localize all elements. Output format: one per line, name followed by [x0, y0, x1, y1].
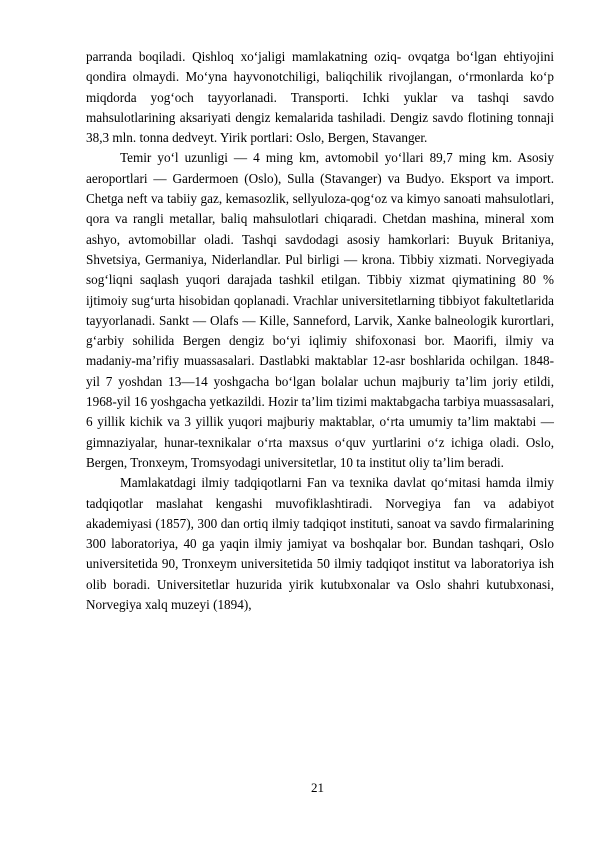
paragraph-3: Mamlakatdagi ilmiy tadqiqotlarni Fan va texnika davlat qoʻmitasi hamda ilmiy tadqiqotlar maslahat kengashi muvofiklashtiradi. Norvegiya fan va adabiyot akademiyasi (1857), 300 dan ortiq ilmiy tadqiqot instituti, sanoat va savdo firmalarining 300 laboratoriya, 40 ga yaqin ilmiy jamiyat va boshqalar bor. Bundan tashqari, Oslo universitetida 90, Tronxeym universitetida 50 ilmiy tadqiqot institut va laboratoriya ish olib boradi. Universitetlar huzurida yirik kutubxonalar va Oslo shahri kutubxonasi, Norvegiya xalq muzeyi (1894), [86, 475, 554, 613]
paragraph-1: parranda boqiladi. Qishloq xoʻjaligi mamlakatning oziq- ovqatga boʻlgan ehtiyojini qondira olmaydi. Moʻyna hayvonotchiligi, baliqchilik rivojlangan, oʻrmonlarda koʻp miqdorda yogʻoch tayyorlanadi. Transporti. Ichki yuklar va tashqi savdo mahsulotlarining aksariyati dengiz kemalarida tashiladi. Dengiz savdo flotining tonnaji 38,3 mln. tonna dedveyt. Yirik portlari: Oslo, Bergen, Stavanger. [86, 49, 554, 146]
body-text [86, 47, 554, 615]
page-number: 21 [311, 780, 324, 795]
paragraph-2: Temir yoʻl uzunligi — 4 ming km, avtomobil yoʻllari 89,7 ming km. Asosiy aeroportlari — Gardermoen (Oslo), Sulla (Stavanger) va Budyo. Eksport va import. Chetga neft va tabiiy gaz, kemasozlik, sellyuloza-qogʻoz va kimyo sanoati mahsulotlari, qora va rangli metallar, baliq mahsulotlari chiqaradi. Chetdan mashina, mineral xom ashyo, avtomobillar oladi. Tashqi savdodagi asosiy hamkorlari: Buyuk Britaniya, Shvetsiya, Germaniya, Niderlandlar. Pul birligi — krona. Tibbiy xizmati. Norvegiyada sogʻliqni saqlash yuqori darajada tashkil etilgan. Tibbiy xizmat qiymatining 80 % ijtimoiy sugʻurta hisobidan qoplanadi. Vrachlar universitetlarning tibbiyot fakultetlarida tayyorlanadi. Sankt — Olafs — Kille, Sanneford, Larvik, Xanke balneologik kurortlari, gʻarbiy sohilida Bergen dengiz boʻyi iqlimiy shifoxonasi bor. Maorifi, ilmiy va madaniy-maʼrifiy muassasalari. Dastlabki maktablar 12-asr boshlarida ochilgan. 1848- yil 7 yoshdan 13—14 yoshgacha boʻlgan bolalar uchun majburiy taʼlim joriy etildi, 1968-yil 16 yoshgacha yetkazildi. Hozir taʼlim tizimi maktabgacha tarbiya muassasalari, 6 yillik kichik va 3 yillik yuqori majburiy maktablar, oʻrta umumiy taʼlim maktabi — gimnaziyalar, hunar-texnikalar oʻrta maxsus oʻquv yurtlarini oʻz ichiga oladi. Oslo, Bergen, Tronxeym, Tromsyodagi universitetlar, 10 ta institut oliy taʼlim beradi. [86, 150, 554, 470]
